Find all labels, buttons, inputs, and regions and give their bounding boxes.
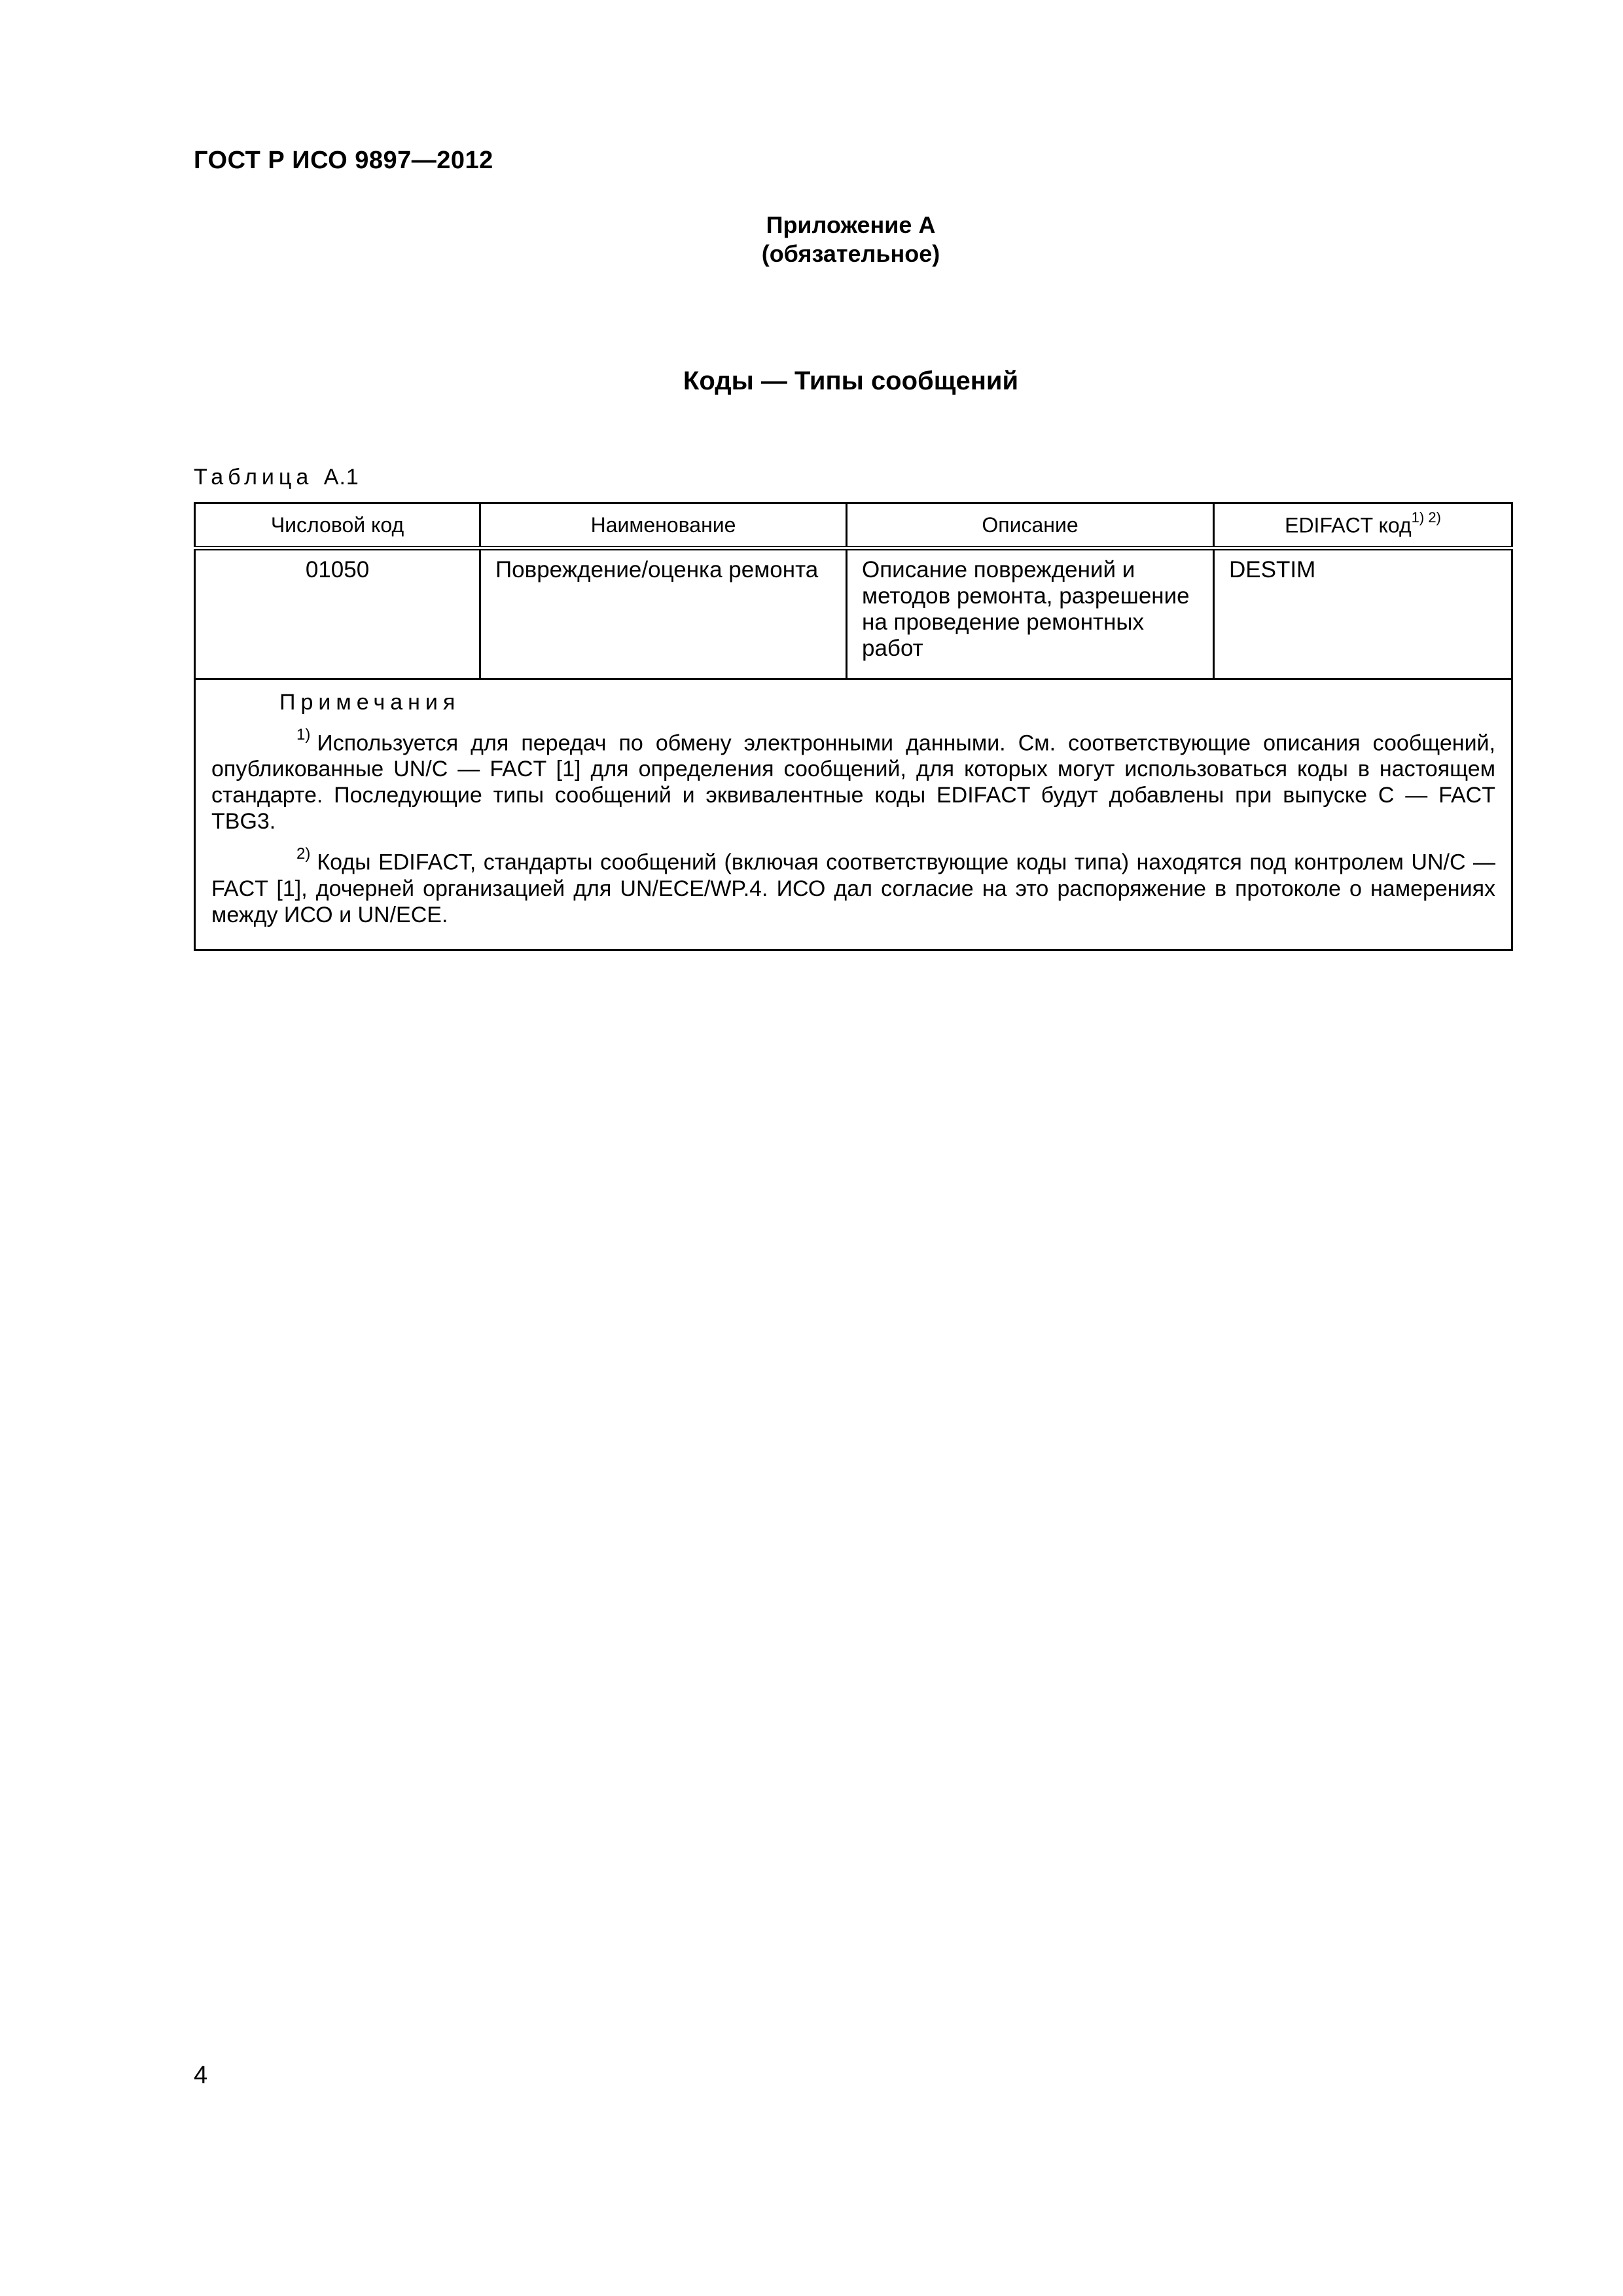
- cell-name: Повреждение/оценка ремонта: [480, 548, 847, 679]
- document-header: ГОСТ Р ИСО 9897—2012: [194, 147, 493, 174]
- note-text: Используется для передач по обмену электронными данными. См. соответствующие описания сообщений, опубликованные UN/C — FACT [1] для определения сообщений, для которых могут использоваться коды в настоящем стандарте. Последующие типы сообщений и эквивалентные коды EDIFACT будут добавлены при выпуске С — FACT TBG3.: [211, 730, 1495, 834]
- section-title: Коды — Типы сообщений: [683, 367, 1019, 395]
- header-name: Наименование: [480, 503, 847, 548]
- cell-code: 01050: [195, 548, 480, 679]
- note-item: [211, 725, 1495, 834]
- header-edifact-label: EDIFACT код: [1285, 513, 1412, 537]
- table-row: [195, 548, 1512, 679]
- notes-row: [195, 679, 1512, 950]
- page-number: 4: [194, 2062, 208, 2089]
- header-edifact-footnote-refs: 1) 2): [1411, 509, 1441, 526]
- appendix-title: Приложение А: [766, 211, 936, 238]
- codes-table: [194, 502, 1513, 951]
- cell-description: Описание повреждений и методов ремонта, разрешение на проведение ремонтных работ: [847, 548, 1214, 679]
- table-caption: [194, 465, 359, 490]
- header-edifact: [1214, 503, 1512, 548]
- appendix-heading: [654, 211, 1047, 268]
- note-marker: 2): [296, 845, 311, 863]
- note-marker: 1): [296, 726, 311, 744]
- table-caption-word: Таблица: [194, 465, 313, 490]
- note-item: [211, 844, 1495, 927]
- notes-title: Примечания: [279, 690, 461, 715]
- appendix-status: (обязательное): [761, 240, 940, 267]
- cell-edifact: DESTIM: [1214, 548, 1512, 679]
- notes-cell: [195, 679, 1512, 950]
- header-code: Числовой код: [195, 503, 480, 548]
- header-description: Описание: [847, 503, 1214, 548]
- note-text: Коды EDIFACT, стандарты сообщений (включая соответствующие коды типа) находятся под контролем UN/C — FACT [1], дочерней организацией для UN/ECE/WP.4. ИСО дал согласие на это распоряжение в протоколе о намерениях между ИСО и UN/ECE.: [211, 850, 1495, 927]
- table-header-row: [195, 503, 1512, 548]
- table-caption-number: А.1: [323, 465, 359, 490]
